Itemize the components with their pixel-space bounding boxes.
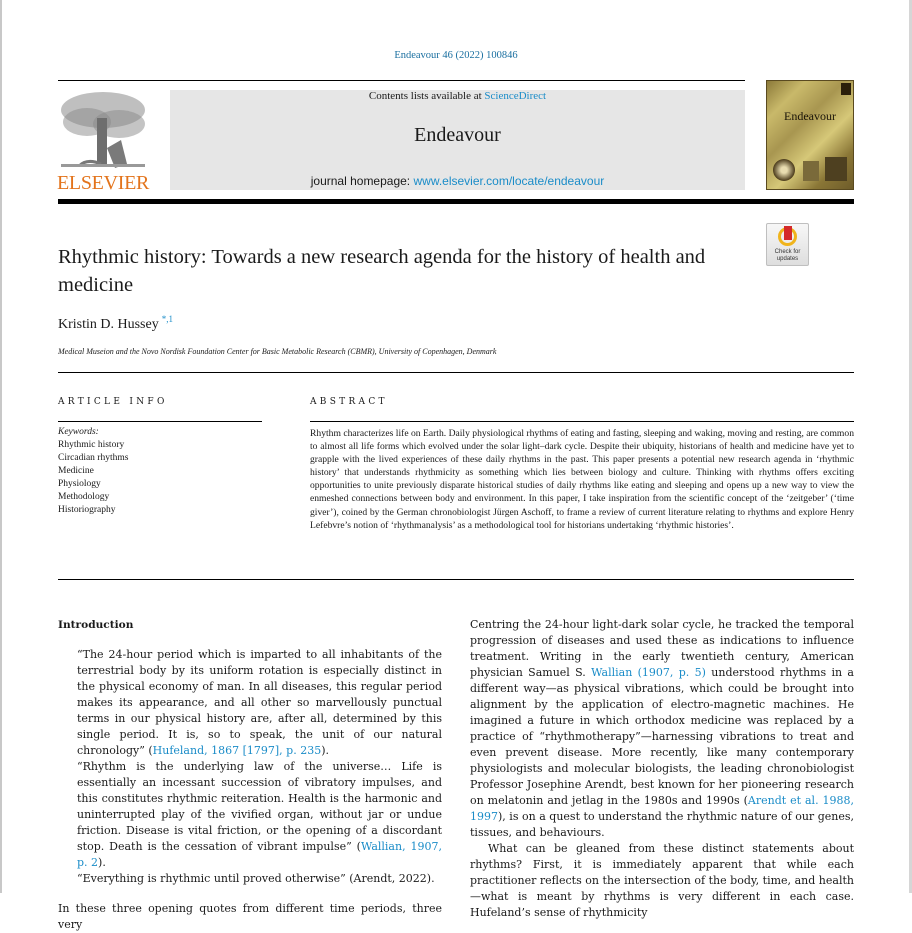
- keyword: Circadian rhythms: [58, 453, 129, 463]
- check-for-updates-button[interactable]: [766, 223, 809, 266]
- paragraph-text: ), is on a quest to understand the rhythmic nature of our genes, tissues, and behaviours.: [470, 810, 854, 839]
- cover-illustration: [825, 157, 847, 181]
- keyword: Historiography: [58, 505, 116, 515]
- citation-link-wallian[interactable]: Wallian, 1907, p. 2: [77, 840, 443, 869]
- keywords-list: [58, 426, 128, 517]
- check-updates-label: Check for updates: [774, 249, 801, 262]
- quote-arendt: “Everything is rhythmic until proved otherwise” (Arendt, 2022).: [77, 872, 435, 885]
- section-heading-introduction: Introduction: [58, 619, 134, 631]
- sciencedirect-link[interactable]: ScienceDirect: [484, 90, 547, 102]
- article-title: Rhythmic history: Towards a new research agenda for the history of health and medicine: [58, 246, 706, 296]
- paragraph-text: Centring the 24-hour light-dark solar cycle, he tracked the temporal progression of diseases and used these as indications to influence treatment. Writing in the early twentieth century, American physician Samuel S.: [470, 618, 854, 679]
- paragraph-text: understood rhythms in a different way—as physical vibrations, which could be brought into alignment by the application of electro-magnetic machines. He imagined a future in which orthodox medicine was replaced by a practice of “rhythmotherapy”—harnessing vibrations to treat and even prevent disease. More recently, like many contemporary physiologists and molecular biologists, the leading chronobiologist Professor Josephine Arendt, best known for her pioneering research on melatonin and jetlag in the 1980s and 1990s (: [470, 666, 854, 807]
- keywords-label: Keywords:: [58, 427, 99, 437]
- article-info-divider: [58, 421, 262, 422]
- keyword: Medicine: [58, 466, 94, 476]
- abstract-text: Rhythm characterizes life on Earth. Daily physiological rhythms of eating and fasting, sleeping and waking, moving and resting, are common to almost all life forms which evolved under the solar light–dark cycle. Despite their ubiquity, historians of health and medicine have yet to grapple with the lived experiences of these daily rhythms in the past. This paper presents a potential new research agenda in ‘rhythmic history’ that understands rhythmicity as something which lies between biology and culture. Thinking with rhythms offers exciting opportunities to unite previously disparate historical studies of daily rhythms like eating and sleeping and opens up a new way to view the enmeshed connections between body and environment. In this paper, I take inspiration from the scientific concept of the ‘zeitgeber’ (‘time giver’), coined by the German chronobiologist Jürgen Aschoff, to frame a review of current literature relating to rhythms and explore Henry Lefebvre’s notion of ‘rhythmanalysis’ as a methodological tool for historians undertaking ‘rhythmic histories’.: [310, 428, 854, 531]
- contents-availability: [170, 90, 745, 102]
- contents-prefix: Contents lists available at: [368, 90, 485, 102]
- header-divider: [58, 80, 745, 81]
- keyword: Physiology: [58, 479, 101, 489]
- keyword: Rhythmic history: [58, 440, 125, 450]
- author-footnote-marks[interactable]: *,1: [161, 314, 173, 324]
- cover-illustration: [773, 159, 795, 181]
- body-column-right: [470, 617, 854, 921]
- author: [58, 314, 173, 333]
- quote-text: “Rhythm is the underlying law of the universe… Life is essentially an incessant succession of vibratory impulses, and this constitutes rhythmic reiteration. Health is the harmonic and uninterrupted play of the vivified organ, without jar or undue friction. Disease is vital friction, or the opening of a discordant stop. Death is the cessation of vibrant impulse” (: [77, 760, 442, 853]
- quote-hufeland: [77, 647, 442, 759]
- header-thick-rule: [58, 199, 854, 204]
- homepage-prefix: journal homepage:: [310, 174, 414, 188]
- ship-icon: [841, 83, 851, 95]
- keyword: Methodology: [58, 492, 110, 502]
- quote-end: ).: [98, 856, 106, 869]
- abstract-heading: ABSTRACT: [310, 397, 388, 407]
- abstract-divider: [310, 421, 854, 422]
- abstract-end-divider: [58, 579, 854, 580]
- publisher-name: ELSEVIER: [57, 172, 150, 194]
- body-paragraph: [470, 617, 854, 841]
- page-edge-left: [0, 0, 2, 893]
- quote-end: ).: [321, 744, 329, 757]
- homepage-link[interactable]: www.elsevier.com/locate/endeavour: [413, 174, 605, 188]
- journal-name[interactable]: Endeavour: [414, 124, 501, 146]
- body-paragraph: What can be gleaned from these distinct statements about rhythms? First, it is immediately apparent that while each practitioner reflects on the intersection of the body, time, and health—what is meant by rhythms is very different in each case. Hufeland’s sense of rhythmicity: [470, 842, 854, 919]
- journal-citation[interactable]: Endeavour 46 (2022) 100846: [394, 50, 518, 61]
- body-paragraph: In these three opening quotes from different time periods, three very: [58, 902, 442, 931]
- cover-title: Endeavour: [784, 109, 836, 123]
- journal-homepage: [170, 174, 745, 188]
- citation-link-hufeland[interactable]: Hufeland, 1867 [1797], p. 235: [152, 744, 322, 757]
- body-column-left: [58, 617, 442, 933]
- article-info-heading: ARTICLE INFO: [58, 397, 168, 407]
- cover-illustration: [803, 161, 819, 181]
- quote-text: “The 24-hour period which is imparted to all inhabitants of the terrestrial body by its uniform rotation is especially distinct in the physical economy of man. In all diseases, this regular period makes its appearance, and all other so marvellously punctual terms in our physical history are, after all, determined by this single period. It is, so to speak, the unit of our natural chronology” (: [77, 648, 442, 757]
- section-divider: [58, 372, 854, 373]
- citation-link-wallian-1907[interactable]: Wallian (1907, p. 5): [591, 666, 706, 679]
- author-name[interactable]: Kristin D. Hussey: [58, 317, 159, 332]
- citation-link-arendt[interactable]: Arendt et al. 1988, 1997: [470, 794, 854, 823]
- bookmark-icon: [784, 226, 792, 240]
- epigraph-quotes: [77, 647, 442, 887]
- journal-cover-image[interactable]: [766, 80, 854, 190]
- quote-wallian: [77, 759, 442, 871]
- author-affiliation: Medical Museion and the Novo Nordisk Foundation Center for Basic Metabolic Research (CBMR), University of Copenhagen, Denmark: [58, 347, 497, 356]
